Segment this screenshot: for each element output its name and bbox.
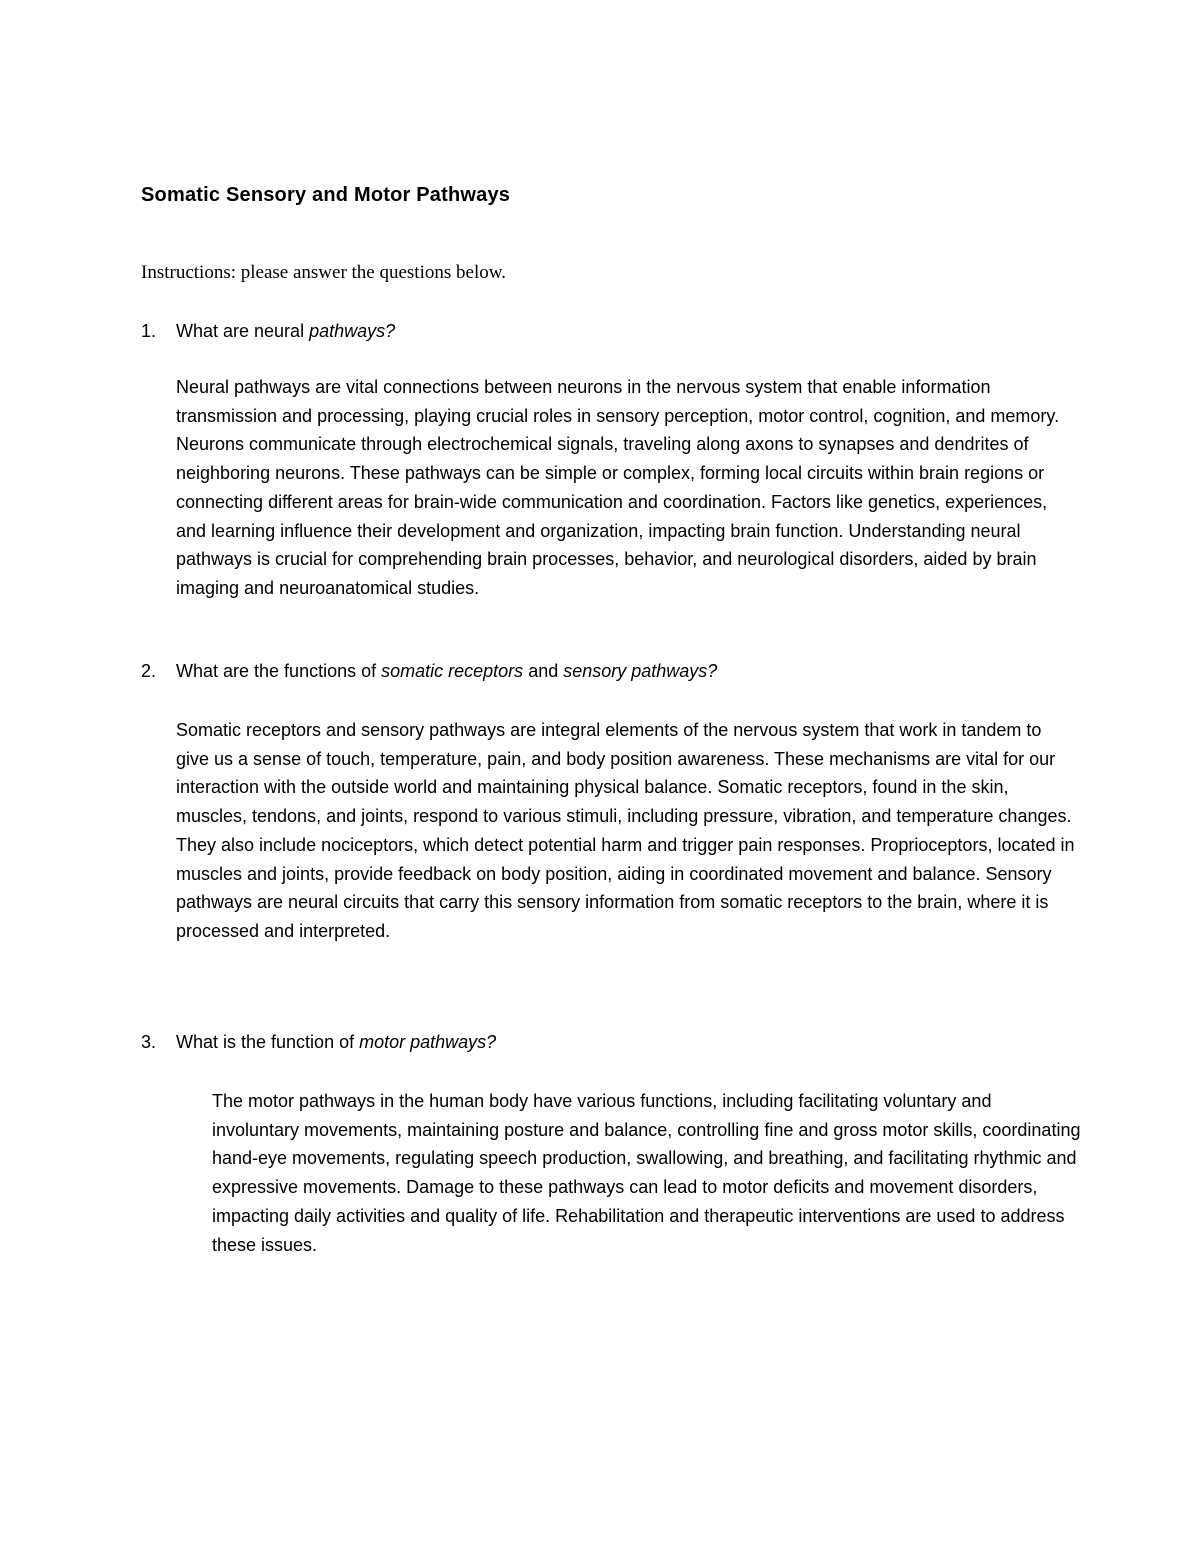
question-number: 3. xyxy=(141,1032,157,1052)
question-2 xyxy=(141,661,717,682)
answer-2: Somatic receptors and sensory pathways are integral elements of the nervous system that work in tandem to give us a sense of touch, temperature, pain, and body position awareness. These mechanisms are vital for our interaction with the outside world and maintaining physical balance. Somatic receptors, found in the skin, muscles, tendons, and joints, respond to various stimuli, including pressure, vibration, and temperature changes. They also include nociceptors, which detect potential harm and trigger pain responses. Proprioceptors, located in muscles and joints, provide feedback on body position, aiding in coordinated movement and balance. Sensory pathways are neural circuits that carry this sensory information from somatic receptors to the brain, where it is processed and interpreted. xyxy=(176,720,1075,941)
question-text-middle: and xyxy=(523,661,564,681)
instructions-text: Instructions: please answer the questions below. xyxy=(141,262,506,283)
question-3 xyxy=(141,1032,496,1053)
question-1 xyxy=(141,321,395,342)
answer-3: The motor pathways in the human body have various functions, including facilitating voluntary and involuntary movements, maintaining posture and balance, controlling fine and gross motor skills, coordinating hand-eye movements, regulating speech production, swallowing, and breathing, and facilitating rhythmic and expressive movements. Damage to these pathways can lead to motor deficits and movement disorders, impacting daily activities and quality of life. Rehabilitation and therapeutic interventions are used to address these issues. xyxy=(212,1091,1081,1255)
question-emphasis: motor pathways? xyxy=(359,1032,497,1052)
question-emphasis: somatic receptors xyxy=(381,661,524,681)
question-text: What are neural xyxy=(176,321,310,341)
question-text: What is the function of xyxy=(176,1032,360,1052)
question-number: 2. xyxy=(141,661,157,681)
page-title: Somatic Sensory and Motor Pathways xyxy=(141,184,511,206)
answer-1: Neural pathways are vital connections between neurons in the nervous system that enable information transmission and processing, playing crucial roles in sensory perception, motor control, cognition, and memory. Neurons communicate through electrochemical signals, traveling along axons to synapses and dendrites of neighboring neurons. These pathways can be simple or complex, forming local circuits within brain regions or connecting different areas for brain-wide communication and coordination. Factors like genetics, experiences, and learning influence their development and organization, impacting brain function. Understanding neural pathways is crucial for comprehending brain processes, behavior, and neurological disorders, aided by brain imaging and neuroanatomical studies. xyxy=(176,377,1060,598)
question-text: What are the functions of xyxy=(176,661,382,681)
question-number: 1. xyxy=(141,321,157,341)
question-emphasis: pathways? xyxy=(309,321,396,341)
question-emphasis-2: sensory pathways? xyxy=(563,661,718,681)
